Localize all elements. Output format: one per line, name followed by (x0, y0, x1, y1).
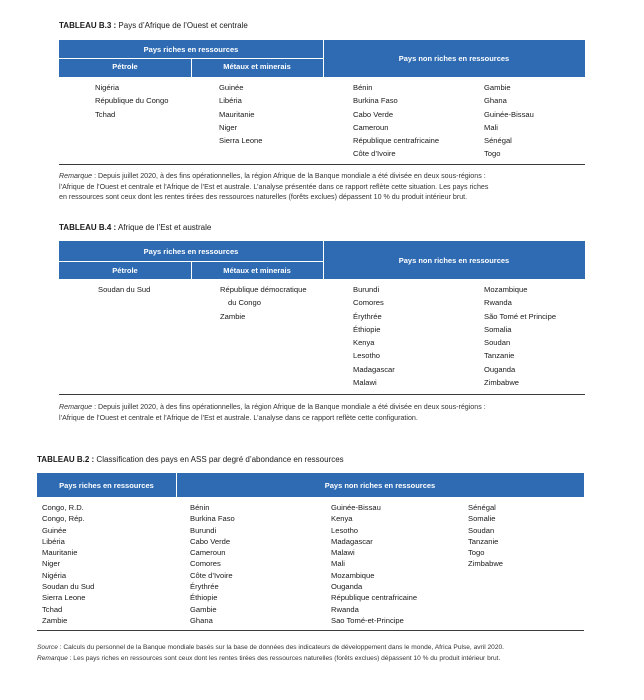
country-item: Érythrée (353, 311, 382, 321)
table-b3-remark-line: en ressources sont ceux dont les rentes tirées des ressources naturelles (forêts exclues) dépassent 10 % du produit intérieur brut. (59, 193, 468, 201)
table-b2-remark-text: : Les pays riches en ressources sont ceux dont les rentes tirées des ressources naturelles (forêts exclues) dépassent 10 % du produit intérieur brut. (67, 655, 501, 662)
country-item: Bénin (353, 83, 373, 92)
country-item: Bénin (190, 503, 210, 512)
table-b3-remark-line: l’Afrique de l’Ouest et centrale et l’Afrique de l’Est et australe. L’analyse présentée dans ce rapport reflète cette situation. Les pays riches (59, 182, 489, 191)
country-item: Comores (190, 559, 221, 569)
country-item: Togo (484, 149, 501, 159)
country-item: Sierra Leone (219, 136, 263, 146)
table-b4-title (59, 223, 211, 232)
country-item: Tchad (95, 109, 116, 119)
country-item: Rwanda (331, 604, 359, 614)
country-item: Nigéria (95, 83, 120, 92)
table-b3-title-code: TABLEAU B.3 : (59, 21, 117, 30)
country-item: Nigéria (42, 570, 67, 580)
country-item: Éthiopie (190, 593, 218, 603)
table-b3-header-metaux: Métaux et minerais (223, 62, 291, 71)
table-b4-metaux-item: République démocratique (220, 285, 307, 294)
country-item: Côte d’Ivoire (190, 570, 233, 580)
table-b3-title-text: Pays d’Afrique de l’Ouest et centrale (116, 21, 248, 30)
country-item: Madagascar (331, 536, 373, 546)
country-item: République centrafricaine (331, 593, 418, 603)
country-item: Burundi (190, 525, 217, 535)
table-b4-bottom-rule (59, 394, 585, 395)
country-item: Guinée (219, 83, 244, 92)
table-b4-header-nonrich: Pays non riches en ressources (398, 256, 510, 265)
country-item: Togo (468, 548, 485, 558)
country-item: Niger (219, 122, 238, 132)
country-item: Cabo Verde (190, 536, 231, 546)
table-b4-remark (59, 402, 486, 423)
country-item: Guinée-Bissau (331, 503, 381, 512)
table-b3-remark-label: Remarque (59, 172, 93, 180)
country-item: Congo, R.D. (42, 503, 84, 512)
table-b3-nonrich-list-a (353, 81, 439, 161)
table-b2-header-separator (176, 473, 177, 497)
country-item: Cabo Verde (353, 109, 394, 119)
country-item: Burkina Faso (190, 514, 235, 524)
table-b3-header-petrole: Pétrole (112, 62, 138, 71)
table-b2-nonrich-list-b (331, 502, 417, 626)
country-item: Tanzanie (484, 351, 515, 361)
table-b4-nonrich-list-b (484, 283, 556, 389)
table-b4-header-rich: Pays riches en ressources (143, 247, 239, 256)
table-b4-metaux-item: du Congo (228, 298, 261, 308)
table-b2-title-text: Classification des pays en ASS par degré d’abondance en ressources (94, 455, 344, 464)
country-item: Soudan (468, 525, 495, 535)
table-b4-header-separator (323, 241, 324, 279)
country-item: Lesotho (331, 525, 359, 535)
table-b3-header-nonrich: Pays non riches en ressources (398, 54, 510, 63)
country-item: Zimbabwe (468, 559, 504, 569)
table-b3-metaux-list (219, 81, 262, 147)
table-b3-header-separator (323, 40, 324, 77)
country-item: Ouganda (484, 364, 516, 374)
table-b4-header-metaux: Métaux et minerais (223, 266, 291, 275)
country-item: Congo, Rép. (42, 514, 85, 524)
table-b3-nonrich-list-b (484, 81, 534, 161)
country-item: Soudan du Sud (98, 285, 151, 294)
table-b4-header-petrole: Pétrole (112, 266, 138, 275)
country-item: Gambie (484, 83, 511, 92)
country-item: Mauritanie (219, 109, 255, 119)
table-b4-metaux-item: Zambie (220, 311, 246, 321)
country-item: Libéria (219, 96, 242, 106)
table-b4-remark-line: l’Afrique de l’Ouest et centrale et l’Afrique de l’Est et australe. L’analyse dans ce rapport reflète cette configuration. (59, 413, 418, 422)
country-item: Zambie (42, 615, 68, 625)
country-item: Ouganda (331, 582, 363, 592)
country-item: République du Congo (95, 96, 169, 106)
table-b2-source-text: : Calculs du personnel de la Banque mondiale basés sur la base de données des indicateurs de développement dans le monde, Africa Pulse, avril 2020. (57, 644, 505, 651)
country-item: Soudan du Sud (42, 582, 95, 592)
country-item: Mali (331, 559, 345, 569)
table-b2-nonrich-list-a (190, 502, 235, 626)
table-b2-header (37, 473, 584, 497)
table-b2-header-nonrich: Pays non riches en ressources (324, 481, 436, 490)
country-item: Sénégal (468, 503, 496, 512)
country-item: Guinée (42, 525, 67, 535)
table-b2-remark (37, 654, 500, 664)
country-item: Sierra Leone (42, 593, 86, 603)
country-item: Mozambique (484, 285, 528, 294)
table-b3-title (59, 21, 248, 30)
country-item: Mali (484, 122, 498, 132)
table-b4-remark-line: : Depuis juillet 2020, à des fins opérationnelles, la région Afrique de la Banque mondiale a été divisée en deux sous-régions : (92, 403, 486, 411)
country-item: Gambie (190, 604, 217, 614)
country-item: Mozambique (331, 570, 375, 580)
country-item: Ghana (484, 96, 507, 106)
country-item: Lesotho (353, 351, 381, 361)
country-item: Érythrée (190, 582, 219, 592)
table-b3-header-rich: Pays riches en ressources (143, 45, 239, 54)
table-b2-source-label: Source (37, 644, 58, 651)
table-b4-title-code: TABLEAU B.4 : (59, 223, 117, 232)
table-b3-bottom-rule (59, 164, 585, 165)
country-item: Zimbabwe (484, 378, 520, 388)
country-item: Tanzanie (468, 536, 499, 546)
country-item: Cameroun (190, 548, 226, 558)
country-item: Niger (42, 559, 61, 569)
table-b2-title-code: TABLEAU B.2 : (37, 455, 95, 464)
country-item: Ghana (190, 615, 213, 625)
country-item: Sao Tomé-et-Principe (331, 615, 404, 625)
table-b4-header-separator-sub (191, 261, 192, 279)
country-item: Mauritanie (42, 548, 78, 558)
table-b2-header-rich: Pays riches en ressources (59, 481, 154, 490)
table-b4-metaux-list (220, 283, 307, 323)
country-item: Malawi (353, 378, 377, 388)
country-item: São Tomé et Principe (484, 311, 557, 321)
table-b3-remark (59, 171, 488, 203)
table-b2-remark-label: Remarque (37, 655, 68, 662)
table-b4-petrole-list (98, 283, 150, 296)
country-item: Rwanda (484, 298, 512, 308)
country-item: Kenya (353, 338, 375, 348)
country-item: Burundi (353, 285, 380, 294)
country-item: Guinée-Bissau (484, 109, 534, 119)
table-b2-source (37, 643, 504, 653)
table-b4-nonrich-list-a (353, 283, 395, 389)
country-item: République centrafricaine (353, 136, 440, 146)
table-b3-petrole-list (95, 81, 168, 121)
country-item: Kenya (331, 514, 353, 524)
country-item: Burkina Faso (353, 96, 398, 106)
country-item: Somalie (468, 514, 496, 524)
country-item: Cameroun (353, 122, 389, 132)
country-item: Somalia (484, 324, 512, 334)
country-item: Éthiopie (353, 324, 381, 334)
table-b4-header (59, 241, 585, 279)
country-item: Soudan (484, 338, 511, 348)
table-b4-title-text: Afrique de l’Est et australe (116, 223, 212, 232)
table-b3-remark-line: : Depuis juillet 2020, à des fins opérationnelles, la région Afrique de la Banque mondiale a été divisée en deux sous-régions : (92, 172, 486, 180)
table-b2-nonrich-list-c (468, 502, 503, 570)
country-item: Tchad (42, 604, 63, 614)
country-item: Libéria (42, 536, 65, 546)
table-b2-title (37, 455, 344, 464)
country-item: Sénégal (484, 136, 512, 146)
country-item: Madagascar (353, 364, 395, 374)
country-item: Comores (353, 298, 384, 308)
table-b2-rich-list (42, 502, 94, 626)
country-item: Côte d’Ivoire (353, 149, 396, 159)
table-b3-header-separator-sub (191, 58, 192, 77)
table-b4-remark-label: Remarque (59, 403, 93, 411)
country-item: Malawi (331, 548, 355, 558)
table-b2-bottom-rule (37, 630, 584, 631)
